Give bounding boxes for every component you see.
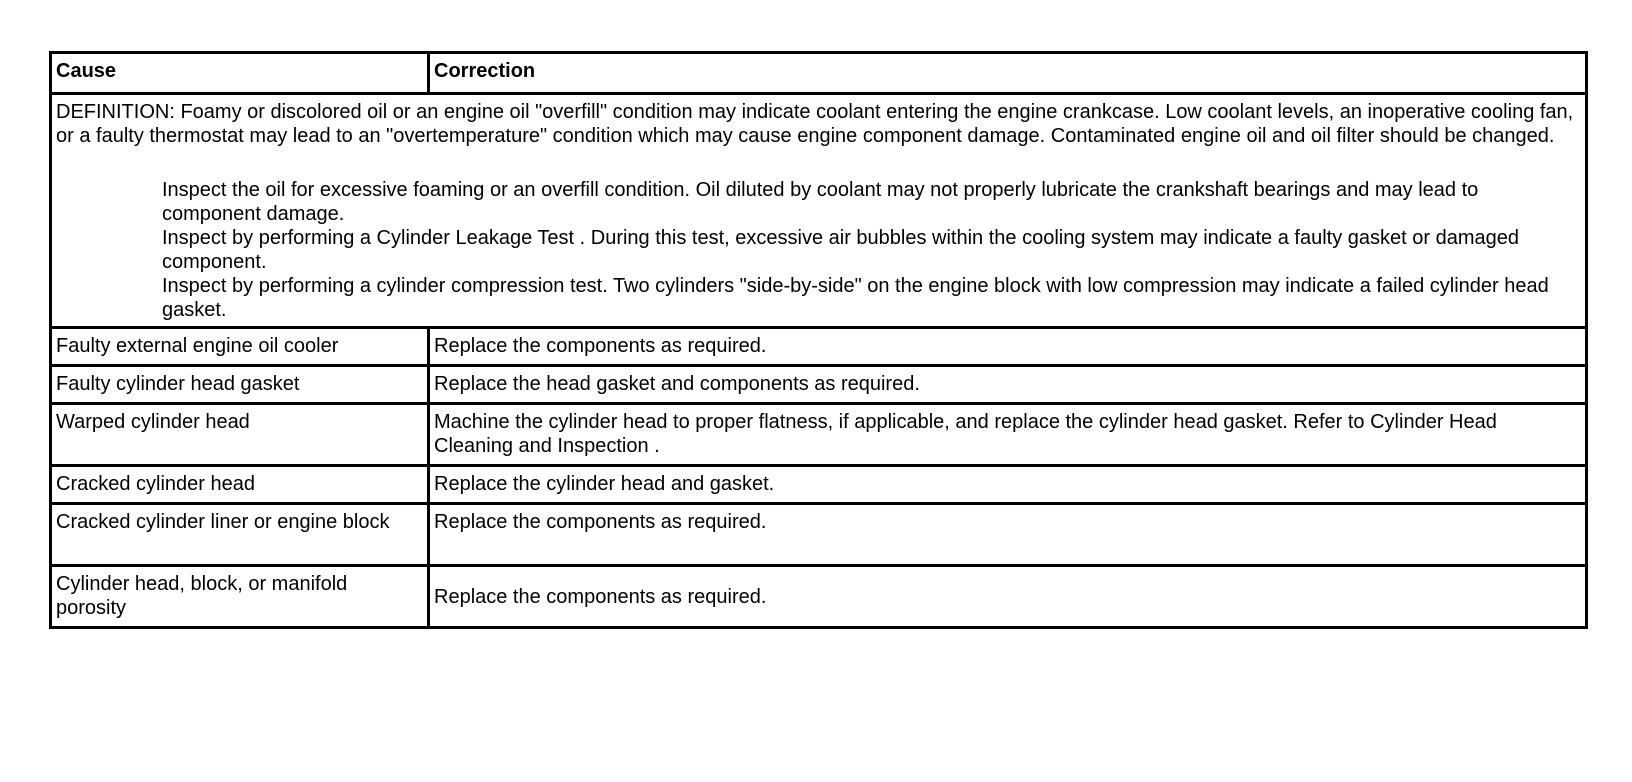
correction-cell: Replace the cylinder head and gasket. [429,466,1587,504]
correction-cell: Replace the head gasket and components as required. [429,366,1587,404]
table-row [51,328,1587,366]
cause-cell: Faulty cylinder head gasket [51,366,429,404]
definition-row [51,94,1587,328]
definition-text: DEFINITION: Foamy or discolored oil or an engine oil "overfill" condition may indicate coolant entering the engine crankcase. Low coolant levels, an inoperative cooling fan, or a faulty thermostat may lead to an "overtemperature" condition which may cause engine component damage. Contaminated engine oil and oil filter should be changed. [56,101,1574,147]
correction-cell: Replace the components as required. [429,504,1587,566]
cause-cell: Faulty external engine oil cooler [51,328,429,366]
table-row [51,366,1587,404]
definition-cell [51,94,1587,328]
cause-header: Cause [51,53,429,94]
table-row [51,566,1587,628]
inspection-list [56,178,1579,322]
inspection-item: Inspect by performing a cylinder compression test. Two cylinders "side-by-side" on the engine block with low compression may indicate a failed cylinder head gasket. [162,275,1549,321]
cause-cell: Cracked cylinder head [51,466,429,504]
table-row [51,504,1587,566]
correction-cell: Machine the cylinder head to proper flatness, if applicable, and replace the cylinder head gasket. Refer to Cylinder Head Cleaning and Inspection . [429,404,1587,466]
table-row [51,404,1587,466]
inspection-item: Inspect by performing a Cylinder Leakage Test . During this test, excessive air bubbles within the cooling system may indicate a faulty gasket or damaged component. [162,227,1519,273]
correction-header: Correction [429,53,1587,94]
table-row [51,466,1587,504]
header-row [51,53,1587,94]
diagnostic-table [49,51,1588,629]
diagnostic-sheet [49,51,1585,629]
correction-cell: Replace the components as required. [429,328,1587,366]
cause-cell: Cracked cylinder liner or engine block [51,504,429,566]
correction-cell: Replace the components as required. [429,566,1587,628]
inspection-item: Inspect the oil for excessive foaming or an overfill condition. Oil diluted by coolant may not properly lubricate the crankshaft bearings and may lead to component damage. [162,179,1479,225]
cause-cell: Cylinder head, block, or manifold porosity [51,566,429,628]
cause-cell: Warped cylinder head [51,404,429,466]
